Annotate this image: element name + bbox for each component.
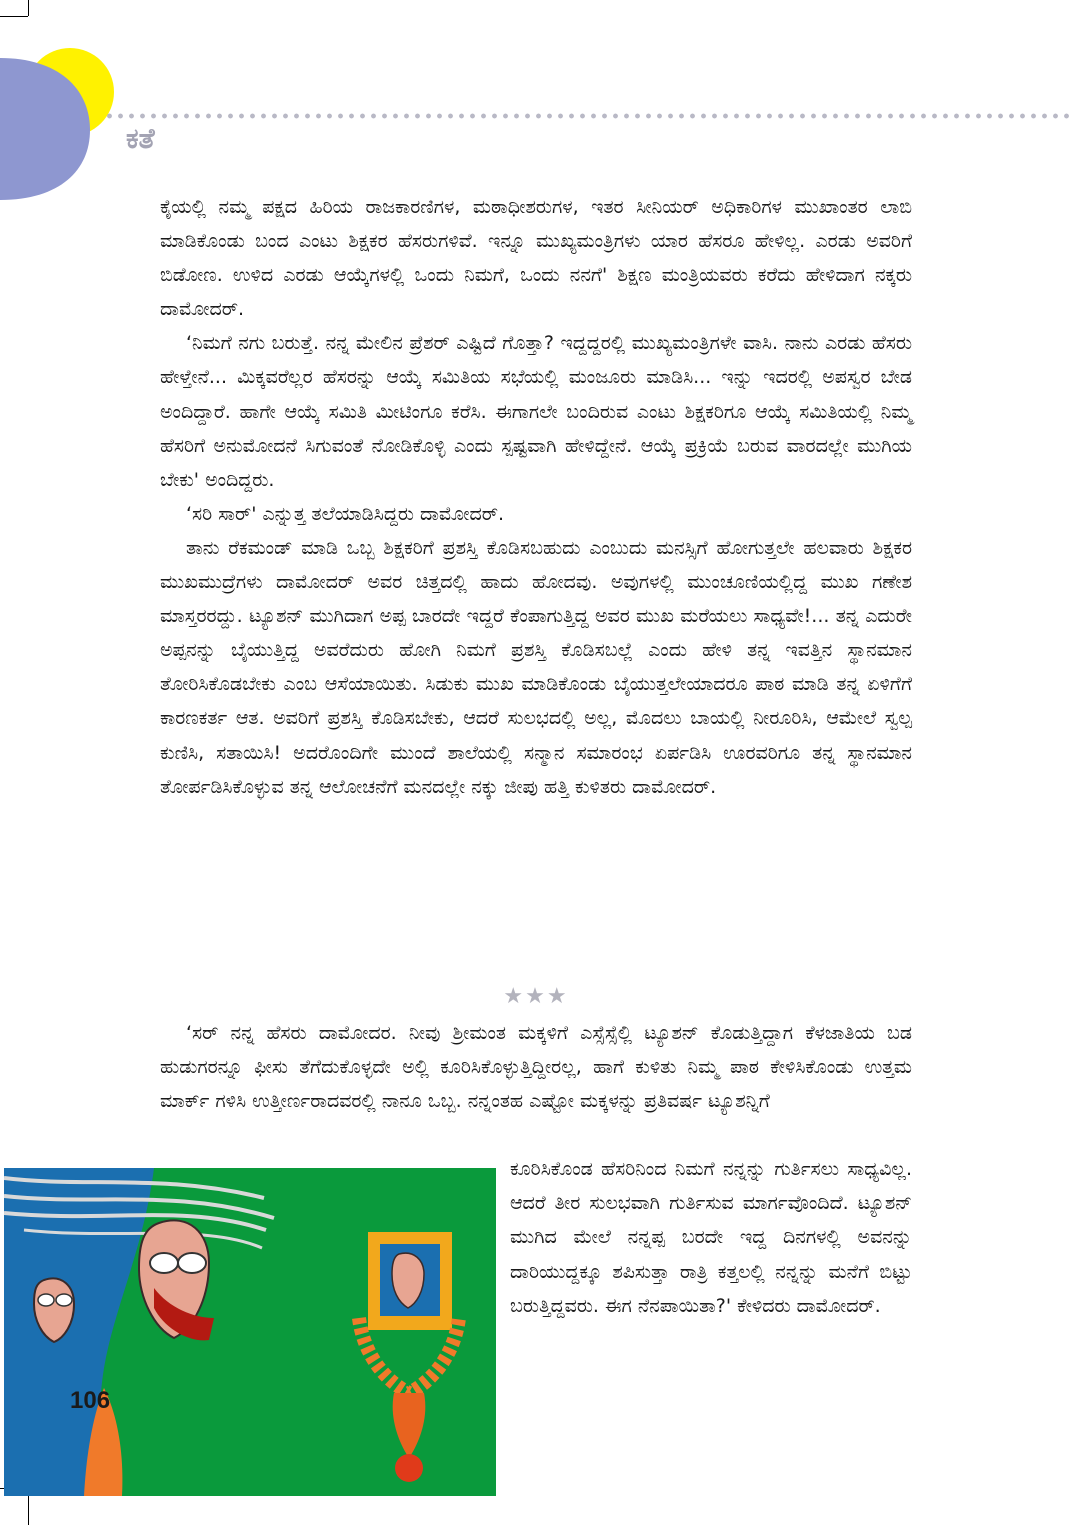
flower-garland-tassel (395, 1454, 423, 1482)
paragraph: ಕೈಯಲ್ಲಿ ನಮ್ಮ ಪಕ್ಷದ ಹಿರಿಯ ರಾಜಕಾರಣಿಗಳ, ಮಠಾಧೀಶರುಗಳ, ಇತರ ಸೀನಿಯರ್ ಅಧಿಕಾರಿಗಳ ಮುಖಾಂತರ ಲಾಬಿ ಮಾಡಿಕೊಂಡು ಬಂದ ಎಂಟು ಶಿಕ್ಷಕರ ಹೆಸರುಗಳಿವೆ. ಇನ್ನೂ ಮುಖ್ಯಮಂತ್ರಿಗಳು ಯಾರ ಹೆಸರೂ ಹೇಳಿಲ್ಲ. ಎರಡು ಅವರಿಗೆ ಬಿಡೋಣ. ಉಳಿದ ಎರಡು ಆಯ್ಕೆಗಳಲ್ಲಿ ಒಂದು ನಿಮಗೆ, ಒಂದು ನನಗೆ' ಶಿಕ್ಷಣ ಮಂತ್ರಿಯವರು ಕರೆದು ಹೇಳಿದಾಗ ನಕ್ಕರು ದಾಮೋದರ್. (160, 196, 912, 321)
paragraph: ಕೂರಿಸಿಕೊಂಡ ಹೆಸರಿನಿಂದ ನಿಮಗೆ ನನ್ನನ್ನು ಗುರ್ತಿಸಲು ಸಾಧ್ಯವಿಲ್ಲ. ಆದರೆ ತೀರ ಸುಲಭವಾಗಿ ಗುರ್ತಿಸುವ ಮಾರ್ಗವೊಂದಿದೆ. ಟ್ಯೂಶನ್ ಮುಗಿದ ಮೇಲೆ ನನ್ನಪ್ಪ ಬರದೇ ಇದ್ದ ದಿನಗಳಲ್ಲಿ ಅವನನ್ನು ದಾರಿಯುದ್ದಕ್ಕೂ ಶಪಿಸುತ್ತಾ ರಾತ್ರಿ ಕತ್ತಲಲ್ಲಿ ನನ್ನನ್ನು ಮನೆಗೆ ಬಿಟ್ಟು ಬರುತ್ತಿದ್ದವರು. ಈಗ ನೆನಪಾಯಿತಾ?' ಕೇಳಿದರು ದಾಮೋದರ್. (510, 1158, 912, 1317)
section-separator: ★★★ (503, 984, 569, 1009)
story-continuation (160, 1016, 912, 1118)
section-label: ಕತೆ (126, 122, 155, 155)
page-number: 106 (70, 1387, 111, 1414)
paragraph: ‘ನಿಮಗೆ ನಗು ಬರುತ್ತೆ. ನನ್ನ ಮೇಲಿನ ಪ್ರೆಶರ್ ಎಷ್ಟಿದೆ ಗೊತ್ತಾ? ಇದ್ದದ್ದರಲ್ಲಿ ಮುಖ್ಯಮಂತ್ರಿಗಳೇ ವಾಸಿ. ನಾನು ಎರಡು ಹೆಸರು ಹೇಳ್ತೇನೆ... ಮಿಕ್ಕವರೆಲ್ಲರ ಹೆಸರನ್ನು ಆಯ್ಕೆ ಸಮಿತಿಯ ಸಭೆಯಲ್ಲಿ ಮಂಜೂರು ಮಾಡಿಸಿ... ಇನ್ನು ಇದರಲ್ಲಿ ಅಪಸ್ವರ ಬೇಡ ಅಂದಿದ್ದಾರೆ. ಹಾಗೇ ಆಯ್ಕೆ ಸಮಿತಿ ಮೀಟಿಂಗೂ ಕರೆಸಿ. ಈಗಾಗಲೇ ಬಂದಿರುವ ಎಂಟು ಶಿಕ್ಷಕರಿಗೂ ಆಯ್ಕೆ ಸಮಿತಿಯಲ್ಲಿ ನಿಮ್ಮ ಹೆಸರಿಗೆ ಅನುಮೋದನೆ ಸಿಗುವಂತೆ ನೋಡಿಕೊಳ್ಳಿ ಎಂದು ಸ್ಪಷ್ಟವಾಗಿ ಹೇಳಿದ್ದೇನೆ. ಆಯ್ಕೆ ಪ್ರಕ್ರಿಯೆ ಬರುವ ವಾರದಲ್ಲೇ ಮುಗಿಯ ಬೇಕು' ಅಂದಿದ್ದರು. (160, 332, 912, 491)
crop-mark-top-left-h (0, 16, 28, 17)
story-illustration (4, 1168, 496, 1496)
framed-portrait (368, 1232, 452, 1330)
paragraph: ‘ಸರಿ ಸಾರ್' ಎನ್ನುತ್ತ ತಲೆಯಾಡಿಸಿದ್ದರು ದಾಮೋದರ್. (186, 502, 505, 525)
crop-mark-top-left-v (28, 0, 29, 16)
dotted-rule (104, 112, 1072, 120)
paragraph: ‘ಸರ್ ನನ್ನ ಹೆಸರು ದಾಮೋದರ. ನೀವು ಶ್ರೀಮಂತ ಮಕ್ಕಳಿಗೆ ಎಸ್ಸೆಸ್ಸೆಲ್ಲಿ ಟ್ಯೂಶನ್ ಕೊಡುತ್ತಿದ್ದಾಗ ಕೆಳಜಾತಿಯ ಬಡ ಹುಡುಗರನ್ನೂ ಫೀಸು ತೆಗೆದುಕೊಳ್ಳದೇ ಅಲ್ಲಿ ಕೂರಿಸಿಕೊಳ್ಳುತ್ತಿದ್ದೀರಲ್ಲ, ಹಾಗೆ ಕುಳಿತು ನಿಮ್ಮ ಪಾಠ ಕೇಳಿಸಿಕೊಂಡು ಉತ್ತಮ ಮಾರ್ಕ್ ಗಳಿಸಿ ಉತ್ತೀರ್ಣರಾದವರಲ್ಲಿ ನಾನೂ ಒಬ್ಬ. ನನ್ನಂತಹ ಎಷ್ಟೋ ಮಕ್ಕಳನ್ನು ಪ್ರತಿವರ್ಷ ಟ್ಯೂಶನ್ನಿಗೆ (160, 1022, 912, 1113)
decorative-circles (0, 40, 120, 210)
story-body (160, 190, 912, 804)
story-wrap-text (510, 1152, 912, 1323)
paragraph: ತಾನು ರೆಕಮಂಡ್ ಮಾಡಿ ಒಬ್ಬ ಶಿಕ್ಷಕರಿಗೆ ಪ್ರಶಸ್ತಿ ಕೊಡಿಸಬಹುದು ಎಂಬುದು ಮನಸ್ಸಿಗೆ ಹೋಗುತ್ತಲೇ ಹಲವಾರು ಶಿಕ್ಷಕರ ಮುಖಮುದ್ರೆಗಳು ದಾಮೋದರ್ ಅವರ ಚಿತ್ತದಲ್ಲಿ ಹಾದು ಹೋದವು. ಅವುಗಳಲ್ಲಿ ಮುಂಚೂಣಿಯಲ್ಲಿದ್ದ ಮುಖ ಗಣೇಶ ಮಾಸ್ತರರದ್ದು. ಟ್ಯೂಶನ್ ಮುಗಿದಾಗ ಅಪ್ಪ ಬಾರದೇ ಇದ್ದರೆ ಕೆಂಪಾಗುತ್ತಿದ್ದ ಅವರ ಮುಖ ಮರೆಯಲು ಸಾಧ್ಯವೇ!... ತನ್ನ ಎದುರೇ ಅಪ್ಪನನ್ನು ಬೈಯುತ್ತಿದ್ದ ಅವರೆದುರು ಹೋಗಿ ನಿಮಗೆ ಪ್ರಶಸ್ತಿ ಕೊಡಿಸಬಲ್ಲೆ ಎಂದು ಹೇಳಿ ತನ್ನ ಇವತ್ತಿನ ಸ್ಥಾನಮಾನ ತೋರಿಸಿಕೊಡಬೇಕು ಎಂಬ ಆಸೆಯಾಯಿತು. ಸಿಡುಕು ಮುಖ ಮಾಡಿಕೊಂಡು ಬೈಯುತ್ತಲೇಯಾದರೂ ಪಾಠ ಮಾಡಿ ತನ್ನ ಏಳಿಗೆಗೆ ಕಾರಣಕರ್ತ ಆತ. ಅವರಿಗೆ ಪ್ರಶಸ್ತಿ ಕೊಡಿಸಬೇಕು, ಆದರೆ ಸುಲಭದಲ್ಲಿ ಅಲ್ಲ, ಮೊದಲು ಬಾಯಲ್ಲಿ ನೀರೂರಿಸಿ, ಆಮೇಲೆ ಸ್ವಲ್ಪ ಕುಣಿಸಿ, ಸತಾಯಿಸಿ! ಅದರೊಂದಿಗೇ ಮುಂದೆ ಶಾಲೆಯಲ್ಲಿ ಸನ್ಮಾನ ಸಮಾರಂಭ ಏರ್ಪಡಿಸಿ ಊರವರಿಗೂ ತನ್ನ ಸ್ಥಾನಮಾನ ತೋರ್ಪಡಿಸಿಕೊಳ್ಳುವ ತನ್ನ ಆಲೋಚನೆಗೆ ಮನದಲ್ಲೇ ನಕ್ಕು ಜೀಪು ಹತ್ತಿ ಕುಳಿತರು ದಾಮೋದರ್. (160, 536, 912, 798)
